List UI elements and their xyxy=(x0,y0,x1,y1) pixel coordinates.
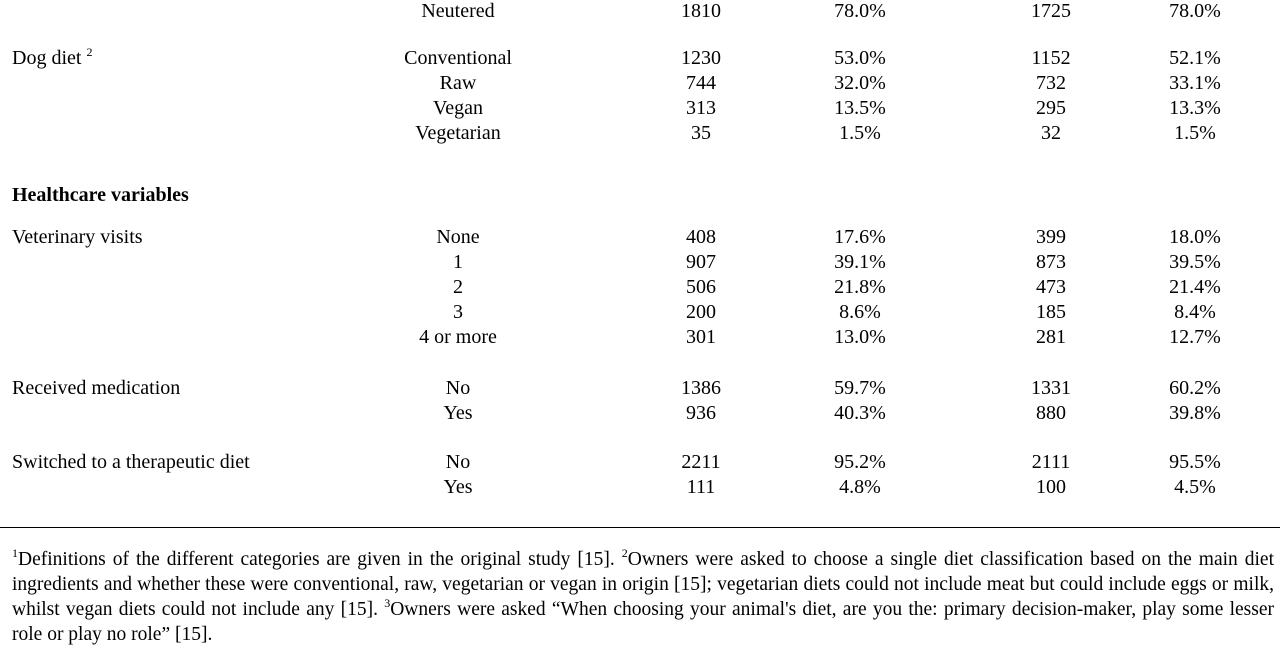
percent-cell-1: 21.8% xyxy=(834,276,886,298)
category-cell: 3 xyxy=(453,301,463,323)
count-cell-2: 1331 xyxy=(1031,377,1071,399)
count-cell-1: 313 xyxy=(686,97,716,119)
percent-cell-2: 21.4% xyxy=(1169,276,1221,298)
count-cell-1: 1386 xyxy=(681,377,721,399)
count-cell-1: 35 xyxy=(691,122,711,144)
section-header: Healthcare variables xyxy=(12,184,189,206)
count-cell-2: 1725 xyxy=(1031,0,1071,22)
category-cell: 2 xyxy=(453,276,463,298)
count-cell-2: 873 xyxy=(1036,251,1066,273)
percent-cell-1: 1.5% xyxy=(839,122,881,144)
table-row xyxy=(0,0,1280,24)
category-cell: 4 or more xyxy=(419,326,497,348)
table-row xyxy=(0,121,1280,146)
percent-cell-2: 4.5% xyxy=(1174,476,1216,498)
count-cell-1: 1810 xyxy=(681,0,721,22)
count-cell-1: 111 xyxy=(686,476,716,498)
percent-cell-2: 60.2% xyxy=(1169,377,1221,399)
count-cell-2: 185 xyxy=(1036,301,1066,323)
count-cell-2: 1152 xyxy=(1031,47,1071,69)
percent-cell-1: 4.8% xyxy=(839,476,881,498)
percent-cell-2: 52.1% xyxy=(1169,47,1221,69)
footnote-marker: 2 xyxy=(621,546,628,560)
percent-cell-2: 33.1% xyxy=(1169,72,1221,94)
count-cell-1: 744 xyxy=(686,72,716,94)
count-cell-2: 2111 xyxy=(1031,451,1071,473)
percent-cell-1: 40.3% xyxy=(834,402,886,424)
percent-cell-2: 8.4% xyxy=(1174,301,1216,323)
variable-label xyxy=(12,46,92,71)
category-cell: Vegan xyxy=(433,97,483,119)
percent-cell-1: 95.2% xyxy=(834,451,886,473)
variable-label: Veterinary visits xyxy=(12,226,143,248)
table-row xyxy=(0,401,1280,426)
table-row xyxy=(0,325,1280,350)
table-row xyxy=(0,275,1280,300)
table-row xyxy=(0,96,1280,121)
category-cell: Neutered xyxy=(421,0,495,22)
count-cell-2: 473 xyxy=(1036,276,1066,298)
count-cell-2: 880 xyxy=(1036,402,1066,424)
count-cell-1: 301 xyxy=(686,326,716,348)
category-cell: None xyxy=(436,226,480,248)
percent-cell-1: 78.0% xyxy=(834,0,886,22)
percent-cell-2: 39.8% xyxy=(1169,402,1221,424)
percent-cell-1: 13.5% xyxy=(834,97,886,119)
count-cell-1: 1230 xyxy=(681,47,721,69)
category-cell: Conventional xyxy=(404,47,512,69)
variable-label-text: Dog diet xyxy=(12,47,82,69)
table-bottom-rule xyxy=(0,527,1280,528)
table-row xyxy=(0,475,1280,500)
count-cell-2: 295 xyxy=(1036,97,1066,119)
footnote-marker: 1 xyxy=(12,546,18,560)
category-cell: Raw xyxy=(439,72,477,94)
table-row xyxy=(0,376,1280,401)
count-cell-2: 32 xyxy=(1041,122,1061,144)
table-row xyxy=(0,250,1280,275)
percent-cell-2: 39.5% xyxy=(1169,251,1221,273)
variable-label: Received medication xyxy=(12,377,181,399)
variable-label: Switched to a therapeutic diet xyxy=(12,451,250,473)
category-cell: 1 xyxy=(453,251,463,273)
table-footnotes xyxy=(12,547,1274,647)
table-row xyxy=(0,225,1280,250)
count-cell-1: 408 xyxy=(686,226,716,248)
percent-cell-2: 12.7% xyxy=(1169,326,1221,348)
table-row xyxy=(0,46,1280,71)
count-cell-2: 399 xyxy=(1036,226,1066,248)
category-cell: Vegetarian xyxy=(415,122,501,144)
category-cell: No xyxy=(445,451,471,473)
percent-cell-2: 18.0% xyxy=(1169,226,1221,248)
table-row xyxy=(0,71,1280,96)
footnote-text: Owners were asked to choose a single diet classification based on the main diet ingredients and whether these were conventional, raw, vegetarian or vegan in origin [15]; vegetarian diets could not include meat but could include eggs or milk, whilst vegan diets could not include any [15]. xyxy=(12,549,1274,620)
category-cell: Yes xyxy=(443,476,473,498)
percent-cell-1: 13.0% xyxy=(834,326,886,348)
count-cell-1: 907 xyxy=(686,251,716,273)
category-cell: No xyxy=(445,377,471,399)
count-cell-1: 936 xyxy=(686,402,716,424)
percent-cell-1: 53.0% xyxy=(834,47,886,69)
footnote-text: Definitions of the different categories are given in the original study [15]. xyxy=(18,549,622,570)
percent-cell-1: 32.0% xyxy=(834,72,886,94)
table-row xyxy=(0,450,1280,475)
count-cell-1: 2211 xyxy=(681,451,721,473)
table-row xyxy=(0,300,1280,325)
count-cell-1: 200 xyxy=(686,301,716,323)
footnote-marker: 3 xyxy=(384,596,391,610)
count-cell-1: 506 xyxy=(686,276,716,298)
percent-cell-1: 8.6% xyxy=(839,301,881,323)
category-cell: Yes xyxy=(443,402,473,424)
percent-cell-2: 13.3% xyxy=(1169,97,1221,119)
percent-cell-2: 1.5% xyxy=(1174,122,1216,144)
percent-cell-1: 39.1% xyxy=(834,251,886,273)
percent-cell-2: 95.5% xyxy=(1169,451,1221,473)
percent-cell-1: 59.7% xyxy=(834,377,886,399)
count-cell-2: 281 xyxy=(1036,326,1066,348)
footnote-marker: 2 xyxy=(86,45,93,59)
footnote-text: Owners were asked “When choosing your animal's diet, are you the: primary decision-maker, play some lesser role or play no role” [15]. xyxy=(12,599,1274,645)
percent-cell-2: 78.0% xyxy=(1169,0,1221,22)
percent-cell-1: 17.6% xyxy=(834,226,886,248)
section-header-row xyxy=(0,183,1280,208)
count-cell-2: 100 xyxy=(1036,476,1066,498)
count-cell-2: 732 xyxy=(1036,72,1066,94)
